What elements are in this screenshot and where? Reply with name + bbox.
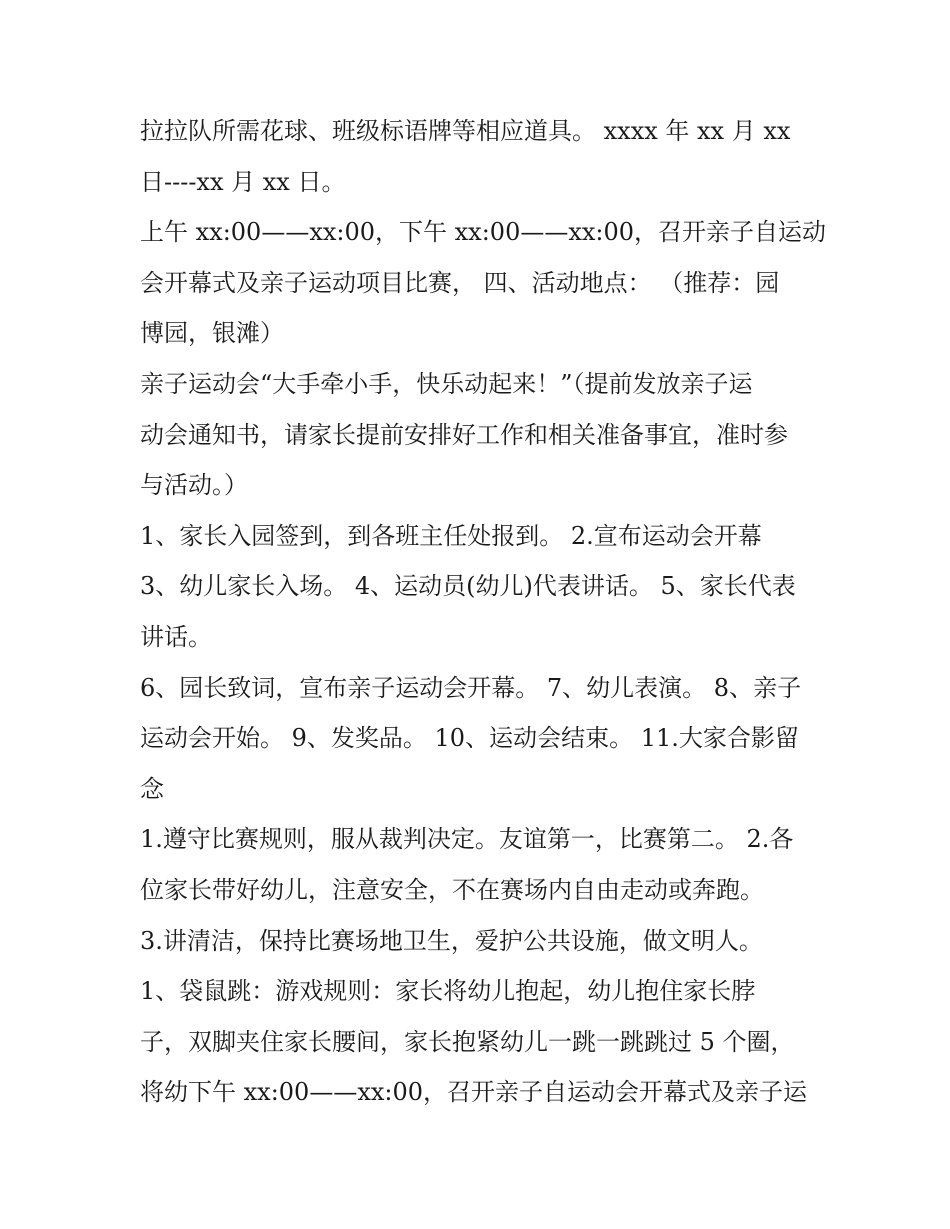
text-line: 1、袋鼠跳：游戏规则：家长将幼儿抱起，幼儿抱住家长脖 [140,977,756,1006]
text-line: 拉拉队所需花球、班级标语牌等相应道具。 xxxx 年 xx 月 xx [140,117,791,145]
text-line: 动会通知书，请家长提前安排好工作和相关准备事宜，准时参 [140,420,788,449]
text-line: 会开幕式及亲子运动项目比赛， 四、活动地点： （推荐：园 [140,268,780,297]
text-line: 念 [140,774,164,803]
text-line: 1、家长入园签到，到各班主任处报到。 2.宣布运动会开幕 [140,521,762,550]
text-line: 运动会开始。 9、发奖品。 10、运动会结束。 11.大家合影留 [140,724,799,753]
text-line: 上午 xx:00——xx:00，下午 xx:00——xx:00，召开亲子自运动 [140,218,827,247]
text-line: 3.讲清洁，保持比赛场地卫生，爱护公共设施，做文明人。 [140,926,763,955]
text-line: 与活动。） [140,471,248,500]
text-line: 讲话。 [140,622,212,651]
text-line: 位家长带好幼儿，注意安全，不在赛场内自由走动或奔跑。 [140,875,764,904]
text-line: 3、幼儿家长入场。 4、运动员(幼儿)代表讲话。 5、家长代表 [140,572,796,601]
text-line: 子，双脚夹住家长腰间，家长抱紧幼儿一跳一跳跳过 5 个圈， [140,1027,795,1056]
text-line: 将幼下午 xx:00——xx:00，召开亲子自运动会开幕式及亲子运 [140,1078,808,1107]
text-line: 6、园长致词，宣布亲子运动会开幕。 7、幼儿表演。 8、亲子 [140,673,802,702]
text-line: 日----xx 月 xx 日。 [140,167,346,196]
text-line: 亲子运动会“大手牵小手，快乐动起来！”（提前发放亲子运 [140,369,753,398]
document-body [140,106,830,1118]
text-line: 1.遵守比赛规则，服从裁判决定。友谊第一，比赛第二。 2.各 [140,825,794,854]
text-line: 博园，银滩） [140,319,284,348]
